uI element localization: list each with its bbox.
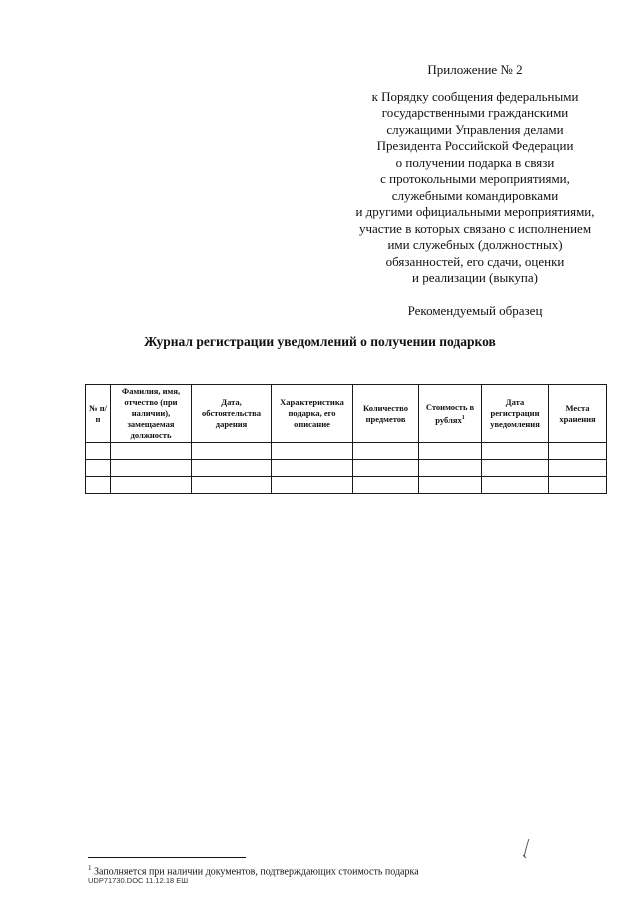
appendix-line: ими служебных (должностных) xyxy=(387,237,563,252)
pen-mark-scribble xyxy=(520,838,534,860)
footnote-number: 1 xyxy=(88,864,92,872)
appendix-line: с протокольными мероприятиями, xyxy=(380,171,570,186)
journal-table xyxy=(85,384,607,494)
table-cell xyxy=(192,477,272,494)
footnote-text: Заполняется при наличии документов, подтверждающих стоимость подарка xyxy=(94,866,419,878)
appendix-block xyxy=(340,62,610,319)
footnote-mark: 1 xyxy=(461,414,465,421)
appendix-line: и другими официальными мероприятиями, xyxy=(355,204,595,219)
appendix-line: Президента Российской Федерации xyxy=(376,138,574,153)
appendix-line: к Порядку сообщения федеральными xyxy=(371,88,579,104)
table-cell xyxy=(86,443,111,460)
table-cell xyxy=(549,477,607,494)
table-cell xyxy=(482,477,549,494)
header-cost xyxy=(419,385,482,443)
table-header-row xyxy=(86,385,607,443)
table-cell xyxy=(272,460,353,477)
table-row xyxy=(86,460,607,477)
appendix-line: и реализации (выкупа) xyxy=(412,270,538,285)
table-cell xyxy=(272,477,353,494)
table-cell xyxy=(86,460,111,477)
table-cell xyxy=(549,460,607,477)
table-cell xyxy=(353,477,419,494)
appendix-number: Приложение № 2 xyxy=(427,62,523,77)
table-row xyxy=(86,477,607,494)
table-cell xyxy=(111,477,192,494)
table-cell xyxy=(192,443,272,460)
table-cell xyxy=(86,477,111,494)
footnote-divider xyxy=(88,857,246,858)
table-cell xyxy=(272,443,353,460)
header-registration-date: Дата регистрации уведомления xyxy=(482,385,549,443)
header-cost-label: Стоимость в рублях xyxy=(425,401,475,425)
appendix-line: служебными командировками xyxy=(391,187,559,203)
table-cell xyxy=(111,460,192,477)
appendix-line: о получении подарка в связи xyxy=(395,154,555,170)
table-cell xyxy=(482,443,549,460)
header-date-circumstances: Дата, обстоятельства дарения xyxy=(192,385,272,443)
table-cell xyxy=(419,460,482,477)
header-number: № п/п xyxy=(86,385,111,443)
appendix-line: обязанностей, его сдачи, оценки xyxy=(385,253,565,269)
appendix-line: государственными гражданскими xyxy=(381,105,569,120)
table-cell xyxy=(549,443,607,460)
header-full-name: Фамилия, имя, отчество (при наличии), замещаемая должность xyxy=(111,385,192,443)
sample-label: Рекомендуемый образец xyxy=(407,302,543,318)
table-cell xyxy=(419,477,482,494)
table-cell xyxy=(192,460,272,477)
table-cell xyxy=(111,443,192,460)
appendix-line: участие в которых связано с исполнением xyxy=(358,220,592,236)
table-cell xyxy=(419,443,482,460)
header-quantity: Количество предметов xyxy=(353,385,419,443)
header-storage-location: Места хранения xyxy=(549,385,607,443)
table-cell xyxy=(482,460,549,477)
journal-title: Журнал регистрации уведомлений о получении подарков xyxy=(144,334,496,349)
header-gift-description: Характеристика подарка, его описание xyxy=(272,385,353,443)
table-cell xyxy=(353,460,419,477)
appendix-line: служащими Управления делами xyxy=(386,121,564,137)
document-reference: UDP71730.DOC 11.12.18 ЕШ xyxy=(88,876,189,885)
table-cell xyxy=(353,443,419,460)
table-row xyxy=(86,443,607,460)
